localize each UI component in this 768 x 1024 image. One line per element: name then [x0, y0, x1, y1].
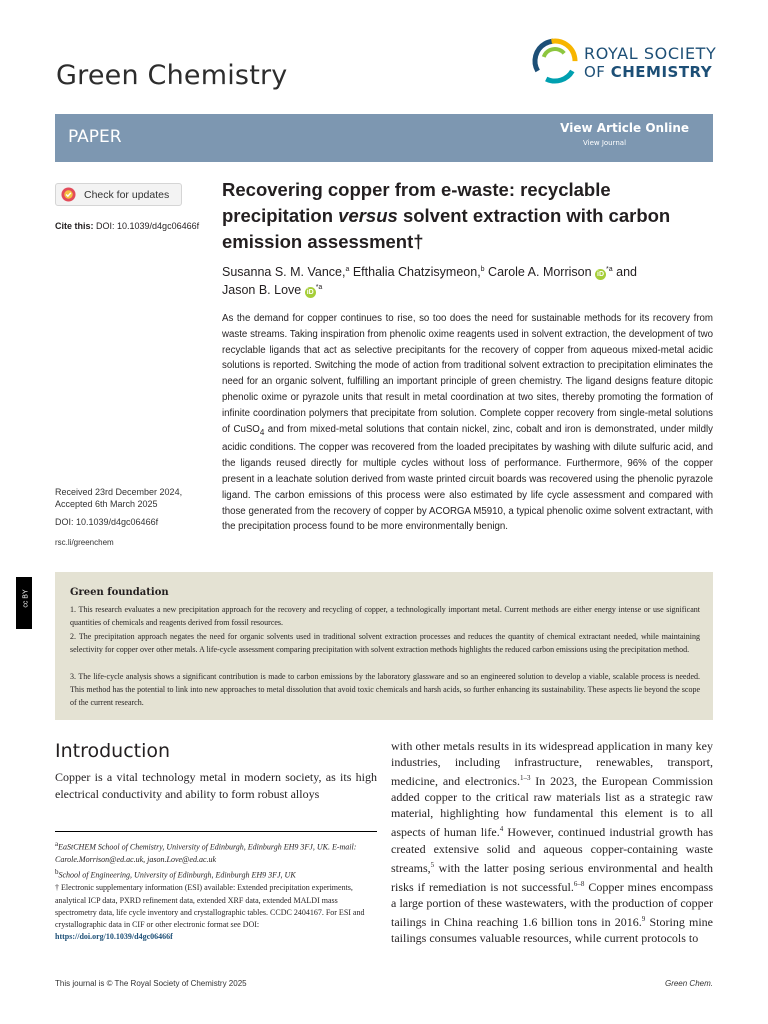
journal-title: Green Chemistry [56, 60, 288, 91]
green-foundation-box [55, 572, 713, 720]
check-updates-icon [61, 187, 76, 202]
introduction-heading: Introduction [55, 740, 171, 762]
orcid-icon[interactable]: iD [597, 271, 605, 279]
footer-journal: Green Chem. [664, 979, 713, 988]
author-3[interactable]: Carole A. Morrison [484, 265, 596, 280]
citation-ref[interactable]: 4 [499, 825, 504, 834]
green-foundation-item: 3. The life-cycle analysis shows a significant contribution is made to carbon emissions by the laboratory glassware and so an engineered solution to develop a viable, scalable process is needed. This method has the potential to link into new approaches to metal dissolution that avoid toxic chemicals and harsh acids, so further enhancing its sustainability. These aspects lie beyond the scope of the current research. [70, 672, 700, 707]
rsc-logo-line1: ROYAL SOCIETY [584, 44, 717, 63]
article-title: Recovering copper from e-waste: recyclable precipitation versus solvent extraction with carbon emission assessment† [222, 179, 671, 252]
green-foundation-heading: Green foundation [70, 587, 169, 598]
accepted-date: Accepted 6th March 2025 [55, 499, 158, 509]
rsc-logo-line2: OF CHEMISTRY [584, 63, 713, 81]
green-foundation-item: 1. This research evaluates a new precipitation approach for the recovery and recycling of copper, a technologically important metal. Current methods are either energy intense or use significant quantities of chemicals and reagents derived from fossil resources. [70, 605, 700, 627]
green-foundation-item: 2. The precipitation approach negates the need for organic solvents used in traditional solvent extraction processes and reduces the quantity of chemical extractant needed, while maintaining selectivity for copper over other metals. A life-cycle assessment comparing precipitation with solvent extraction methods highlights the reduced carbon emissions using the precipitation method. [70, 632, 700, 654]
author-1[interactable]: Susanna S. M. Vance, [222, 265, 346, 280]
journal-url-link[interactable]: rsc.li/greenchem [55, 538, 114, 547]
footer-copyright: This journal is © The Royal Society of Chemistry 2025 [55, 979, 247, 988]
author-list: Susanna S. M. Vance,$^a$ Efthalia Chatzisymeon,$^b$ Carole A. Morrison $iD^{*a}$ and Jason B. Love $iD^{*a}$ [222, 265, 638, 298]
cite-this: Cite this: DOI: 10.1039/d4gc06466f [55, 221, 200, 231]
author-2[interactable]: Efthalia Chatzisymeon, [349, 265, 481, 280]
author-4[interactable]: Jason B. Love [222, 283, 305, 298]
citation-ref[interactable]: 1–3 [519, 774, 531, 783]
footnote-divider [55, 831, 377, 832]
footnotes [55, 838, 377, 944]
article-type-banner [55, 114, 713, 162]
esi-doi-link[interactable]: https://doi.org/10.1039/d4gc06466f [55, 932, 173, 942]
orcid-icon[interactable]: iD [306, 289, 314, 297]
received-dates [55, 486, 182, 510]
introduction-paragraph: Copper is a vital technology metal in modern society, as its high electrical conductivity and ability to form robust alloys [55, 770, 377, 801]
received-date: Received 23rd December 2024, [55, 487, 183, 497]
esi-note: † Electronic supplementary information (ESI) available: Extended precipitation experiments, analytical ICP data, PXRD refinement data, extended XRF data, extended MALDI mass spectrometry data, life cycle inventory and crystallographic tables. CCDC 2404167. For ESI and crystallographic data in CIF or other electronic format see DOI: https://doi.org/10.1039/d4gc06466f [55, 883, 365, 942]
check-for-updates-button[interactable] [55, 183, 182, 206]
doi-text: DOI: 10.1039/d4gc06466f [55, 517, 159, 527]
affiliation-b: $^b$School of Engineering, University of Edinburgh, Edinburgh EH9 3FJ, UK [55, 868, 296, 880]
view-article-online-link[interactable]: View Article Online [560, 121, 689, 135]
introduction-column-2: with other metals results in its widespread application in many key industries, including infrastructure, renewables, transport, medicine, and electronics.$^{1-3}$ In 2023, the European Commission added copper to the critical raw materials list as a strategic raw material, highlighting how fundamental this element is to all aspects of human life.$^4$ However, continued industrial growth has created extensive solid and aqueous copper-containing waste streams,$^5$ with the latter posing serious environmental and health risks if remediation is not successful.$^{6-8}$ Copper mines encompass a large portion of these wastewaters, with the production of copper tailings in China reaching 1.6 billion tons in 2016.$^9$ Storing mine tailings consumes valuable resources, while current protocols to [391, 739, 713, 946]
citation-ref[interactable]: 6–8 [573, 879, 585, 888]
cc-by-license-icon[interactable]: cc BY [16, 577, 32, 629]
view-journal-link[interactable]: View Journal [583, 139, 627, 147]
abstract: As the demand for copper continues to rise, so too does the need for sustainable methods for its recovery from waste streams. Taking inspiration from phenolic oxime reagents used in solvent extraction, the development of two recyclable ligands that act as selective precipitants for the recovery of copper from aqueous mixed-metal acidic solutions is reported. Switching the mode of action from traditional solvent extraction to precipitation eliminates the need for an organic solvent, fulfilling an important principle of green chemistry. The ligand designs feature ditopic phenolic oxime or pyrazole units that result in metal coordination at two sites, thereby promoting the formation of infinite coordination polymers that precipitate from solution. Complete copper recovery from single-metal solutions of CuSO$_4$ and from mixed-metal solutions that contain nickel, zinc, cobalt and iron is demonstrated, under mildly acidic conditions. The copper was recovered from the loaded precipitates by washing with dilute sulfuric acid, and the ligands reused directly for multiple cycles without loss of performance. Furthermore, 96% of the copper present in a leachate solution derived from waste printed circuit boards was recovered using the phenolic pyrazole ligand. The carbon emissions of this process were also estimated by life cycle assessment and compared with those generated from the recovery of copper by ACORGA M5910, a typical phenolic oxime solvent extractant, with the precipitation process found to be more environmentally benign. [222, 313, 713, 533]
rsc-logo[interactable] [530, 36, 720, 88]
article-type-label: PAPER [68, 127, 122, 147]
check-for-updates-label: Check for updates [84, 189, 170, 201]
citation-ref[interactable]: 9 [641, 914, 646, 923]
affiliation-a: $^a$EaStCHEM School of Chemistry, University of Edinburgh, Edinburgh EH9 3FJ, UK. E-mail: Carole.Morrison@ed.ac.uk, jason.Love@ed.ac.uk [55, 840, 357, 864]
rsc-logo-icon [530, 36, 580, 86]
citation-ref[interactable]: 5 [430, 860, 435, 869]
